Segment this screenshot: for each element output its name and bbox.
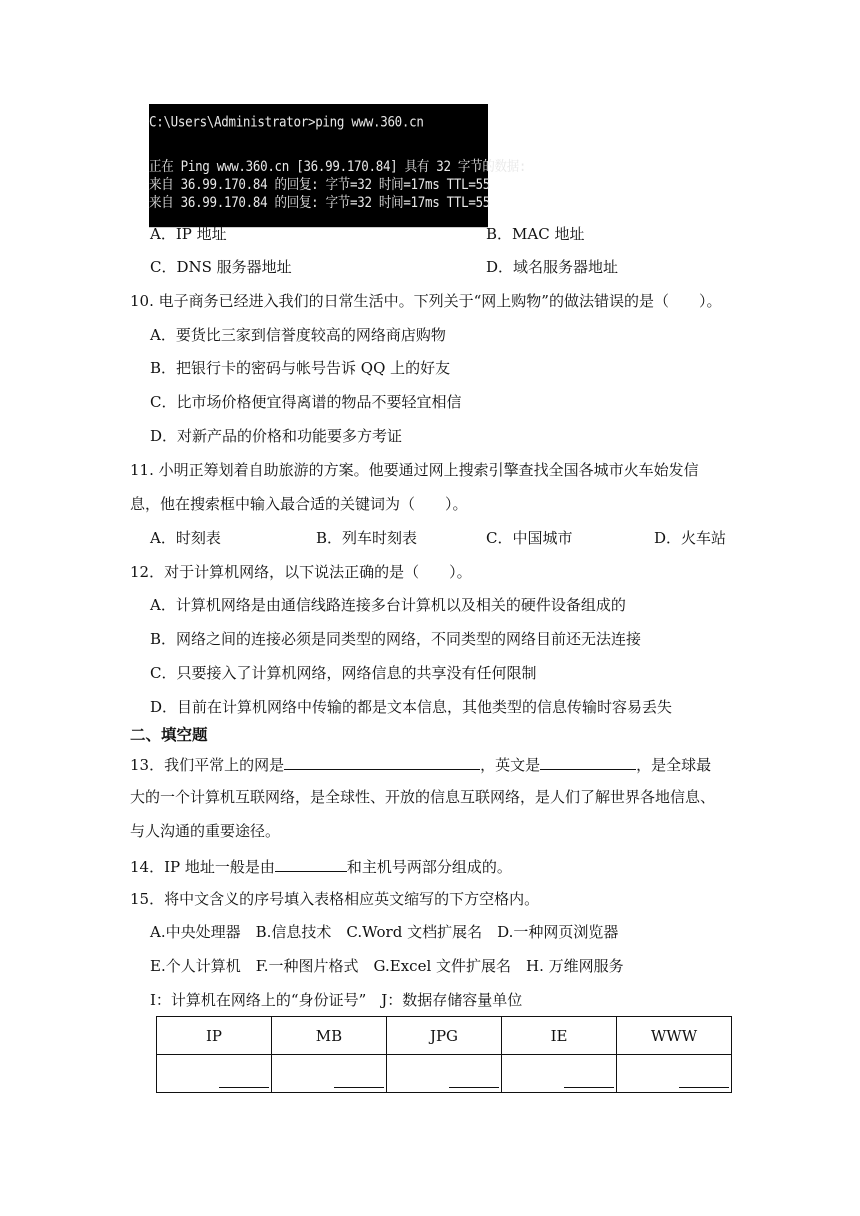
table-header-ie: IE <box>502 1017 617 1055</box>
q13-line3: 与人沟通的重要途径。 <box>130 822 281 840</box>
table-header-www: WWW <box>617 1017 732 1055</box>
q15-options-line3: I：计算机在网络上的“身份证号” J：数据存储容量单位 <box>150 991 523 1009</box>
answer-blank[interactable] <box>219 1087 269 1088</box>
q15-options-line2: E.个人计算机 F.一种图片格式 G.Excel 文件扩展名 H. 万维网服务 <box>150 957 624 975</box>
q11-option-a: A．时刻表 <box>150 529 221 547</box>
q13-text-part1: 13．我们平常上的网是 <box>130 756 285 774</box>
q12-option-d: D．目前在计算机网络中传输的都是文本信息，其他类型的信息传输时容易丢失 <box>150 698 673 716</box>
q11-stem-line1: 11. 小明正筹划着自助旅游的方案。他要通过网上搜索引擎查找全国各城市火车始发信 <box>130 461 699 479</box>
q10-option-b: B．把银行卡的密码与帐号告诉 QQ 上的好友 <box>150 359 451 377</box>
answer-blank[interactable] <box>564 1087 614 1088</box>
terminal-command-line: C:\Users\Administrator>ping www.360.cn <box>149 112 424 130</box>
q10-option-c: C．比市场价格便宜得离谱的物品不要轻宜相信 <box>150 393 462 411</box>
table-header-jpg: JPG <box>387 1017 502 1055</box>
q12-option-b: B．网络之间的连接必须是同类型的网络，不同类型的网络目前还无法连接 <box>150 630 642 648</box>
q11-option-c: C．中国城市 <box>486 529 573 547</box>
q13-line1 <box>130 753 711 775</box>
terminal-reply-line: 来自 36.99.170.84 的回复: 字节=32 时间=17ms TTL=55 <box>149 193 491 211</box>
answer-table <box>156 1016 732 1093</box>
answer-table-input-row <box>157 1055 732 1093</box>
answer-cell-mb[interactable] <box>272 1055 387 1093</box>
q12-stem: 12．对于计算机网络，以下说法正确的是（ ）。 <box>130 563 472 581</box>
q13-text-part3: ，是全球最 <box>636 756 712 774</box>
table-header-ip: IP <box>157 1017 272 1055</box>
q11-stem-line2: 息，他在搜索框中输入最合适的关键词为（ ）。 <box>130 495 468 513</box>
answer-blank[interactable] <box>334 1087 384 1088</box>
answer-cell-jpg[interactable] <box>387 1055 502 1093</box>
q13-line2: 大的一个计算机互联网络，是全球性、开放的信息互联网络，是人们了解世界各地信息、 <box>130 788 716 806</box>
q15-stem: 15．将中文含义的序号填入表格相应英文缩写的下方空格内。 <box>130 890 540 908</box>
section-heading: 二、填空题 <box>130 726 208 744</box>
answer-cell-www[interactable] <box>617 1055 732 1093</box>
q12-option-c: C．只要接入了计算机网络，网络信息的共享没有任何限制 <box>150 664 537 682</box>
q14-text-part1: 14．IP 地址一般是由 <box>130 858 275 876</box>
q13-text-part2: ，英文是 <box>480 756 541 774</box>
q13-blank-2[interactable] <box>540 753 636 770</box>
q9-option-d: D．域名服务器地址 <box>486 258 619 276</box>
q12-option-a: A．计算机网络是由通信线路连接多台计算机以及相关的硬件设备组成的 <box>150 596 626 614</box>
answer-table-header-row <box>157 1017 732 1055</box>
terminal-ping-line: 正在 Ping www.360.cn [36.99.170.84] 具有 32 字节的数据: <box>149 157 527 175</box>
q10-option-d: D．对新产品的价格和功能要多方考证 <box>150 427 403 445</box>
q11-option-b: B．列车时刻表 <box>316 529 418 547</box>
q11-option-d: D．火车站 <box>654 529 727 547</box>
answer-blank[interactable] <box>449 1087 499 1088</box>
q9-option-b: B．MAC 地址 <box>486 225 585 243</box>
q14-text-part2: 和主机号两部分组成的。 <box>346 858 512 876</box>
q14-line <box>130 855 512 877</box>
q14-blank[interactable] <box>275 855 347 872</box>
terminal-reply-line: 来自 36.99.170.84 的回复: 字节=32 时间=17ms TTL=55 <box>149 175 491 193</box>
answer-cell-ie[interactable] <box>502 1055 617 1093</box>
answer-blank[interactable] <box>679 1087 729 1088</box>
ping-screenshot <box>149 104 527 227</box>
answer-cell-ip[interactable] <box>157 1055 272 1093</box>
q10-option-a: A．要货比三家到信誉度较高的网络商店购物 <box>150 326 446 344</box>
q15-options-line1: A.中央处理器 B.信息技术 C.Word 文档扩展名 D.一种网页浏览器 <box>150 923 619 941</box>
q9-option-c: C．DNS 服务器地址 <box>150 258 292 276</box>
q10-stem: 10. 电子商务已经进入我们的日常生活中。下列关于“网上购物”的做法错误的是（ ）。 <box>130 292 722 310</box>
q9-option-a: A．IP 地址 <box>150 225 227 243</box>
q13-blank-1[interactable] <box>284 753 480 770</box>
table-header-mb: MB <box>272 1017 387 1055</box>
